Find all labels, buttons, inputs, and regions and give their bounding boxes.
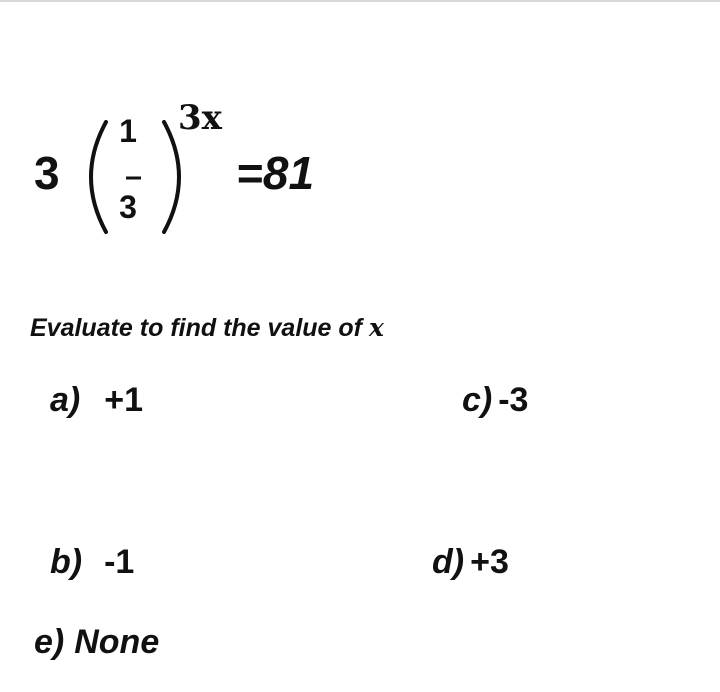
question-prompt: Evaluate to find the value of [30, 314, 362, 342]
option-d [432, 542, 509, 582]
question-text [30, 312, 384, 344]
option-c-value: -3 [498, 381, 529, 419]
top-divider [0, 0, 720, 2]
option-a [50, 380, 143, 420]
equation-right-side: =81 [236, 147, 315, 199]
equation-exponent: 3x [178, 98, 222, 138]
option-b-value: -1 [104, 543, 135, 581]
option-a-value: +1 [104, 381, 143, 419]
option-e-value: None [74, 623, 160, 661]
option-d-letter: d) [432, 543, 465, 581]
fraction-denominator: 3 [119, 189, 137, 225]
question-variable: x [368, 313, 384, 342]
left-parenthesis [91, 122, 106, 232]
option-a-letter: a) [50, 381, 81, 419]
right-parenthesis [164, 122, 179, 232]
option-b-letter: b) [50, 543, 83, 581]
fraction-numerator: 1 [119, 113, 137, 149]
option-e [34, 622, 159, 662]
option-c [462, 380, 528, 420]
option-d-value: +3 [470, 543, 509, 581]
option-c-letter: c) [462, 381, 493, 419]
option-b [50, 542, 134, 582]
option-e-letter: e) [34, 623, 65, 661]
equation-coefficient: 3 [34, 147, 60, 199]
